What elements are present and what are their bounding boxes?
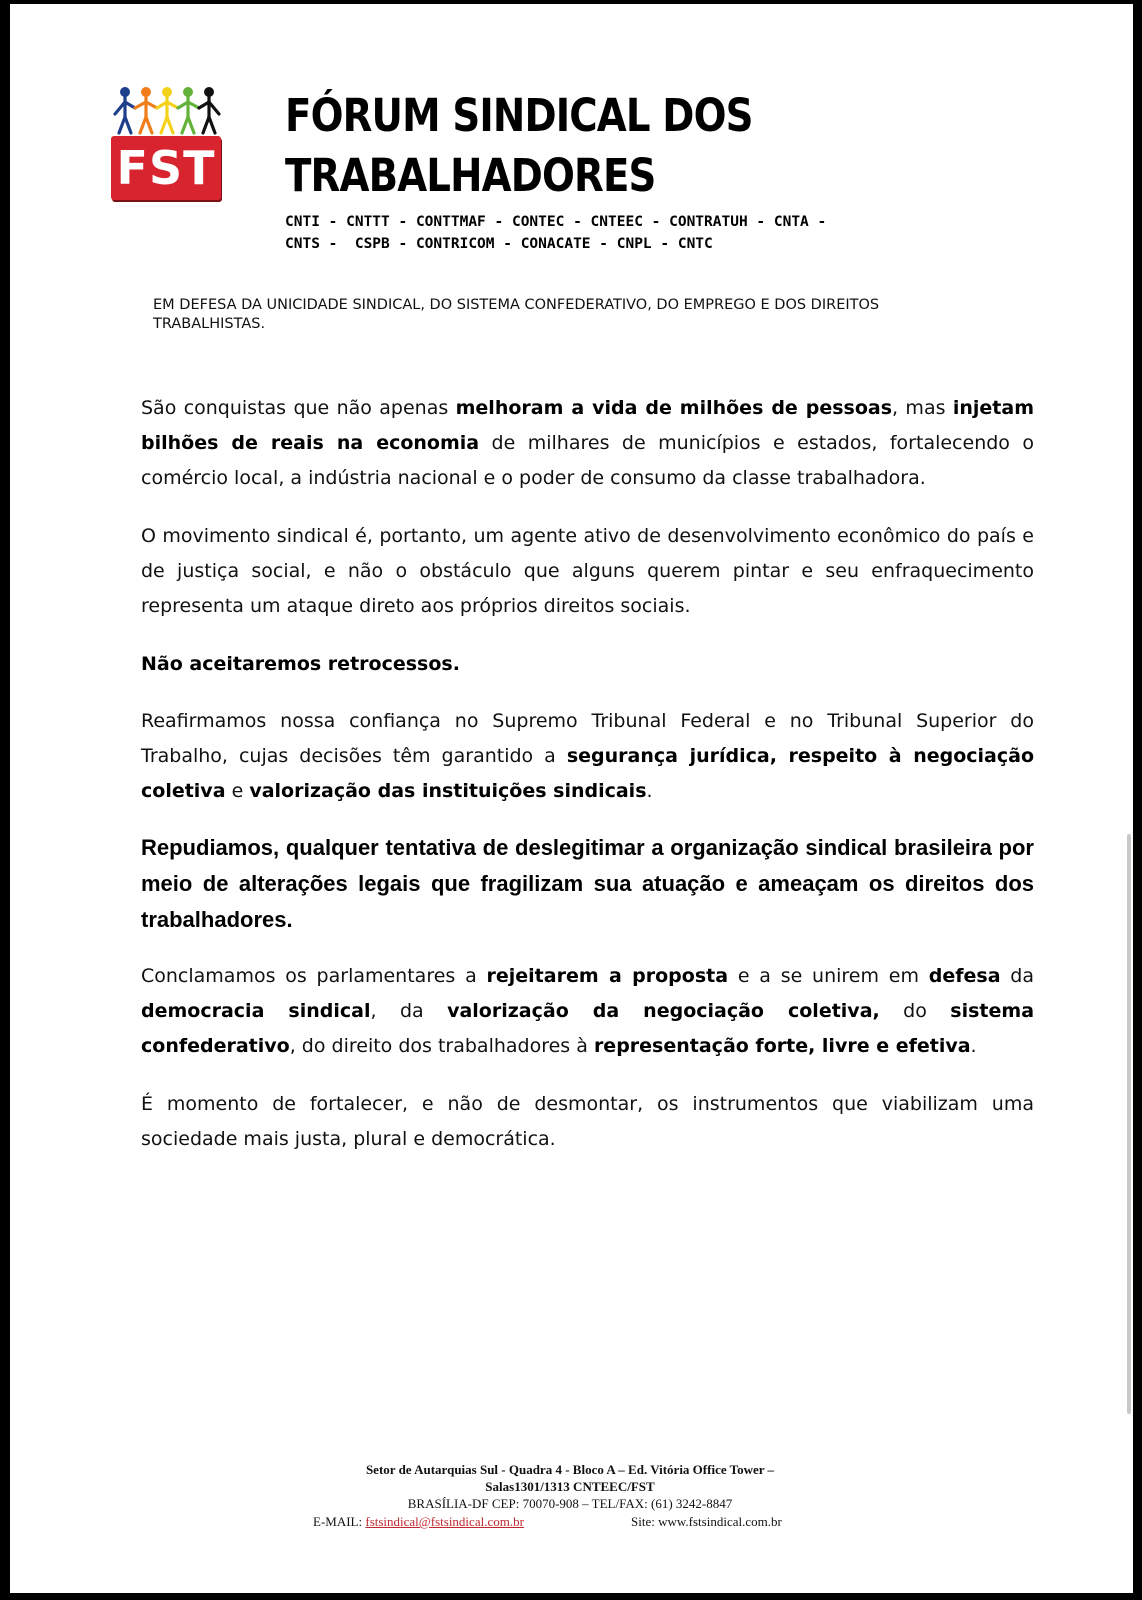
- text-run: .: [646, 780, 653, 802]
- logo-person-icon: [157, 87, 178, 133]
- text-run: da: [1000, 965, 1035, 987]
- paragraph-repudiate: Repudiamos, qualquer tentativa de deslegitimar a organização sindical brasileira por meio de alterações legais que fragilizam sua atuação e ameaçam os direitos dos trabalhadores.: [141, 835, 1034, 932]
- bold-run: sistema confederativo: [141, 1000, 1035, 1057]
- logo-person-icon: [199, 87, 219, 133]
- paragraph-strengthen: É momento de fortalecer, e não de desmontar, os instrumentos que viabilizam uma sociedade mais justa, plural e democrática.: [141, 1093, 1034, 1150]
- confederations-line-1: CNTI - CNTTT - CONTTMAF - CONTEC - CNTEEC - CONTRATUH - CNTA -: [285, 214, 827, 230]
- document-page: [10, 4, 1133, 1593]
- bold-run: melhoram a vida de milhões de pessoas: [455, 397, 893, 419]
- bold-run: injetam bilhões de reais na economia: [141, 397, 1034, 454]
- footer-address: [270, 1461, 870, 1512]
- text-run: , mas: [892, 397, 953, 419]
- paragraph-no-setbacks: [141, 647, 1034, 682]
- text-run: de milhares de municípios e estados, fortalecendo o comércio local, a indústria nacional e o poder de consumo da classe trabalhadora.: [141, 432, 1034, 489]
- text-run: , do direito dos trabalhadores à: [289, 1035, 594, 1057]
- bold-run: Não aceitaremos retrocessos.: [141, 653, 460, 675]
- bold-run: representação forte, livre e efetiva: [593, 1035, 971, 1057]
- organization-title: [285, 86, 767, 206]
- title-line-1: FÓRUM SINDICAL DOS: [285, 89, 753, 142]
- text-run: Reafirmamos nossa confiança no Supremo Tribunal Federal e no Tribunal Superior do Trabalho, cujas decisões têm garantido a: [141, 710, 1034, 767]
- logo-person-icon: [178, 87, 199, 133]
- email-link[interactable]: fstsindical@fstsindical.com.br: [365, 1514, 524, 1529]
- paragraph-call-parliament: [141, 959, 1034, 1064]
- logo-fst-text: FST: [111, 136, 221, 200]
- text-run: , da: [370, 1000, 448, 1022]
- paragraph-union-movement: O movimento sindical é, portanto, um agente ativo de desenvolvimento econômico do país e de justiça social, e não o obstáculo que alguns querem pintar e seu enfraquecimento representa um ataque direto aos próprios direitos sociais.: [141, 525, 1034, 617]
- confederations-list: [285, 211, 1005, 255]
- site-address: Site: www.fstsindical.com.br: [631, 1514, 782, 1529]
- text-run: .: [970, 1035, 977, 1057]
- text-run: São conquistas que não apenas: [141, 397, 456, 419]
- paragraph-conquests: [141, 391, 1034, 496]
- email-label: E-MAIL:: [313, 1514, 366, 1529]
- fst-logo: [111, 84, 223, 204]
- bold-run: valorização das instituições sindicais: [249, 780, 647, 802]
- text-run: Conclamamos os parlamentares a: [141, 965, 487, 987]
- footer-contact: [313, 1513, 833, 1530]
- motto: EM DEFESA DA UNICIDADE SINDICAL, DO SISTEMA CONFEDERATIVO, DO EMPREGO E DOS DIREITOS TRABALHISTAS.: [153, 297, 880, 332]
- footer-address-line-2: Salas1301/1313 CNTEEC/FST: [485, 1479, 655, 1494]
- bold-run: defesa: [928, 965, 1001, 987]
- paragraph-reaffirm: [141, 704, 1034, 809]
- text-run: do: [879, 1000, 951, 1022]
- text-run: e: [225, 780, 250, 802]
- bold-run: rejeitarem a proposta: [486, 965, 729, 987]
- people-chain-logo-icon: [111, 84, 223, 136]
- footer-address-line-1: Setor de Autarquias Sul - Quadra 4 - Bloco A – Ed. Vitória Office Tower –: [365, 1462, 775, 1477]
- title-line-2: TRABALHADORES: [285, 149, 656, 202]
- bold-run: democracia sindical: [141, 1000, 371, 1022]
- footer-address-line-3: BRASÍLIA-DF CEP: 70070-908 – TEL/FAX: (61) 3242-8847: [407, 1496, 733, 1511]
- bold-run: valorização da negociação coletiva,: [447, 1000, 880, 1022]
- bold-run: segurança jurídica, respeito à negociação coletiva: [141, 745, 1035, 802]
- logo-person-icon: [115, 87, 135, 133]
- scrollbar[interactable]: [1127, 834, 1131, 1414]
- logo-person-icon: [135, 87, 157, 133]
- text-run: e a se unirem em: [728, 965, 929, 987]
- confederations-line-2: CNTS - CSPB - CONTRICOM - CONACATE - CNPL - CNTC: [285, 236, 713, 252]
